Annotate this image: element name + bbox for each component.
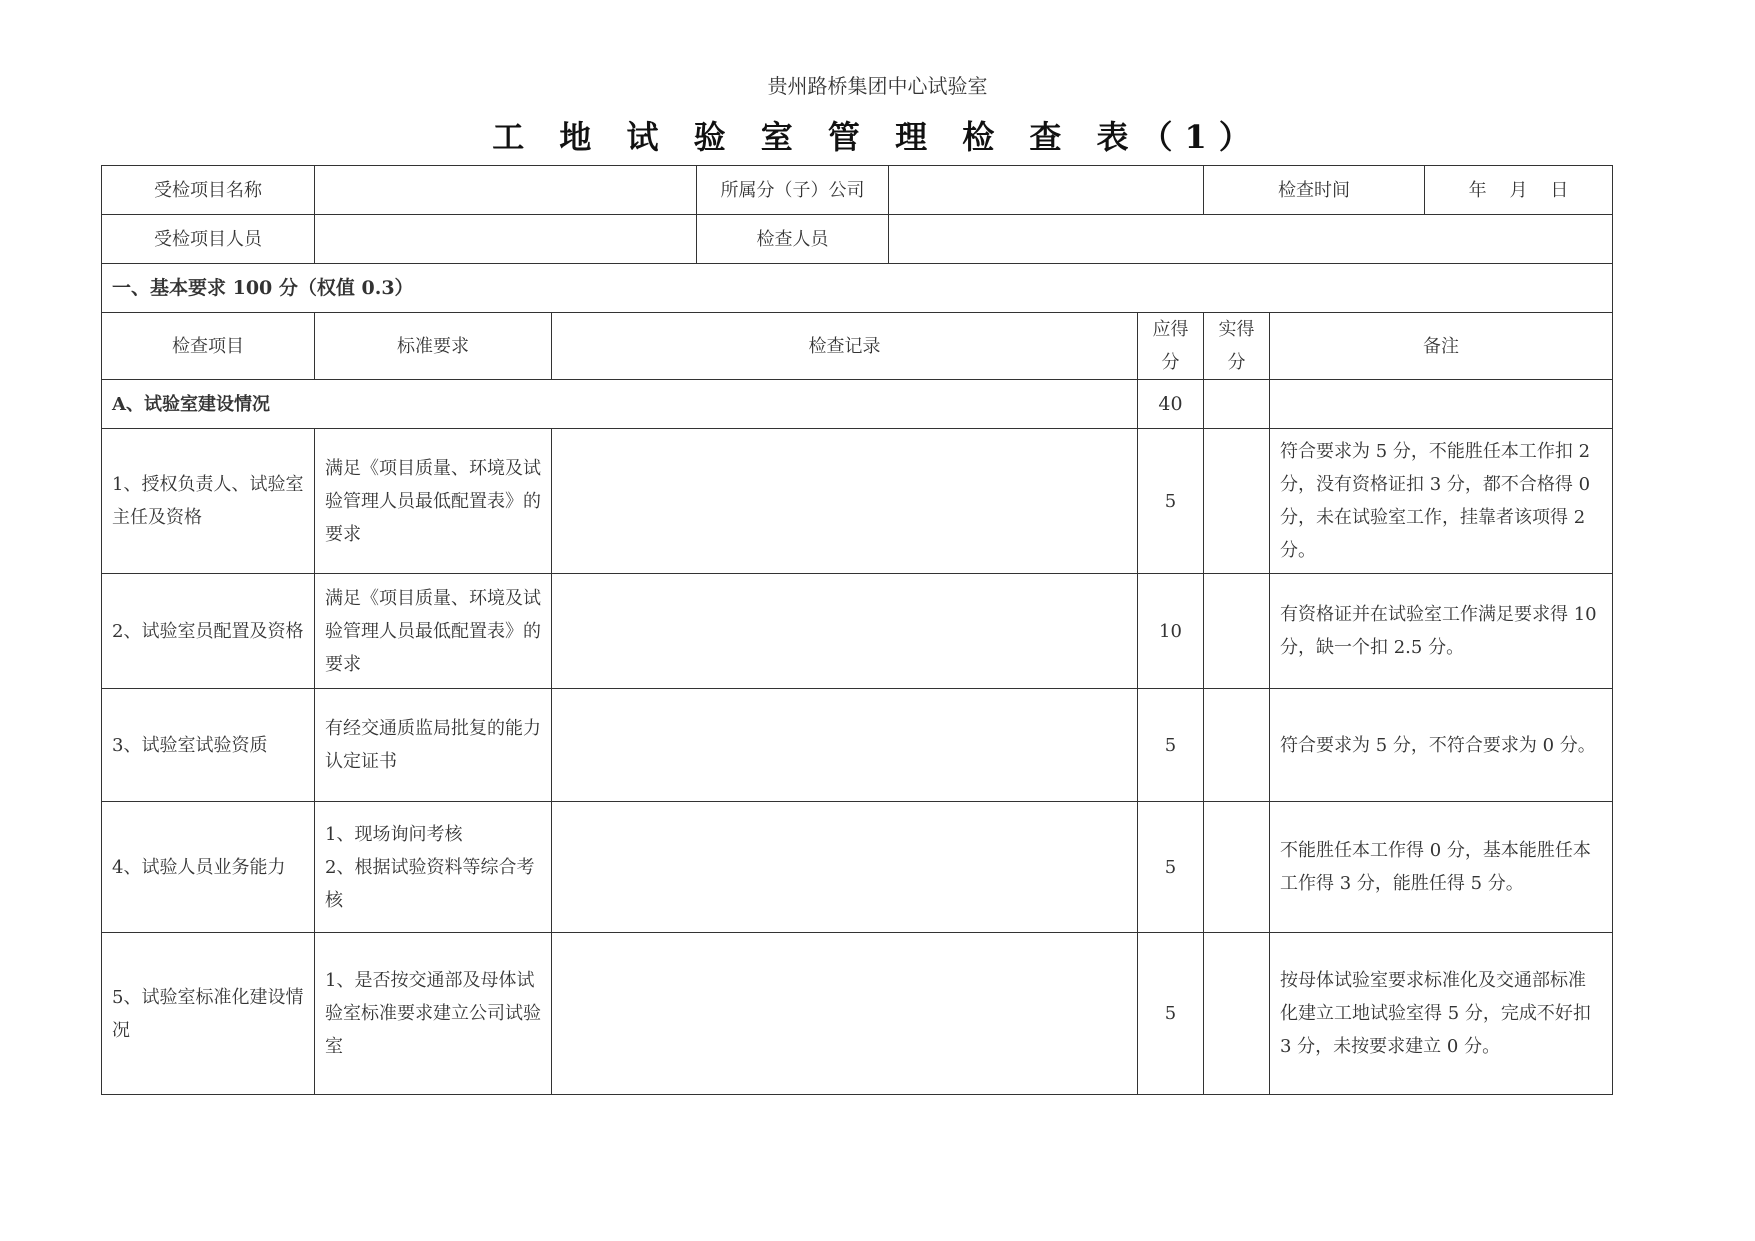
inspector-label: 检查人员	[697, 215, 889, 264]
row-record[interactable]	[552, 429, 1138, 574]
row-remarks: 符合要求为 5 分，不符合要求为 0 分。	[1270, 689, 1613, 802]
check-time-label: 检查时间	[1204, 166, 1425, 215]
row-standard: 满足《项目质量、环境及试验管理人员最低配置表》的要求	[315, 574, 552, 689]
project-name-label: 受检项目名称	[102, 166, 315, 215]
table-row	[102, 689, 1613, 802]
project-name-field[interactable]	[315, 166, 697, 215]
col-header-standard: 标准要求	[315, 313, 552, 380]
row-record[interactable]	[552, 689, 1138, 802]
group-title: A、试验室建设情况	[102, 380, 1138, 429]
table-row	[102, 429, 1613, 574]
company-field[interactable]	[889, 166, 1204, 215]
col-header-actual-score: 实得分	[1204, 313, 1270, 380]
row-remarks: 按母体试验室要求标准化及交通部标准化建立工地试验室得 5 分，完成不好扣 3 分，未按要求建立 0 分。	[1270, 933, 1613, 1095]
row-due-score: 5	[1138, 802, 1204, 933]
org-name: 贵州路桥集团中心试验室	[767, 74, 988, 98]
row-standard: 有经交通质监局批复的能力认定证书	[315, 689, 552, 802]
row-record[interactable]	[552, 933, 1138, 1095]
row-record[interactable]	[552, 802, 1138, 933]
row-item: 1、授权负责人、试验室主任及资格	[102, 429, 315, 574]
group-score: 40	[1138, 380, 1204, 429]
row-standard: 1、是否按交通部及母体试验室标准要求建立公司试验室	[315, 933, 552, 1095]
section-heading: 一、基本要求 100 分（权值 0.3）	[102, 264, 1613, 313]
table-row	[102, 574, 1613, 689]
inspection-table	[101, 165, 1613, 1095]
row-remarks: 有资格证并在试验室工作满足要求得 10 分，缺一个扣 2.5 分。	[1270, 574, 1613, 689]
check-time-field[interactable]: 年 月 日	[1425, 166, 1613, 215]
row-actual-score[interactable]	[1204, 574, 1270, 689]
row-item: 2、试验室员配置及资格	[102, 574, 315, 689]
form-title: 工 地 试 验 室 管 理 检 查 表（1）	[492, 118, 1263, 156]
row-due-score: 5	[1138, 933, 1204, 1095]
row-remarks: 符合要求为 5 分，不能胜任本工作扣 2 分，没有资格证扣 3 分，都不合格得 0 分，未在试验室工作，挂靠者该项得 2 分。	[1270, 429, 1613, 574]
table-row	[102, 933, 1613, 1095]
row-actual-score[interactable]	[1204, 933, 1270, 1095]
row-actual-score[interactable]	[1204, 429, 1270, 574]
col-header-record: 检查记录	[552, 313, 1138, 380]
row-due-score: 5	[1138, 429, 1204, 574]
col-header-remarks: 备注	[1270, 313, 1613, 380]
row-standard: 满足《项目质量、环境及试验管理人员最低配置表》的要求	[315, 429, 552, 574]
row-item: 3、试验室试验资质	[102, 689, 315, 802]
row-item: 5、试验室标准化建设情况	[102, 933, 315, 1095]
row-actual-score[interactable]	[1204, 802, 1270, 933]
col-header-item: 检查项目	[102, 313, 315, 380]
col-header-due-score: 应得分	[1138, 313, 1204, 380]
project-staff-field[interactable]	[315, 215, 697, 264]
row-due-score: 10	[1138, 574, 1204, 689]
row-actual-score[interactable]	[1204, 689, 1270, 802]
row-remarks: 不能胜任本工作得 0 分，基本能胜任本工作得 3 分，能胜任得 5 分。	[1270, 802, 1613, 933]
inspector-field[interactable]	[889, 215, 1613, 264]
row-record[interactable]	[552, 574, 1138, 689]
row-standard: 1、现场询问考核 2、根据试验资料等综合考核	[315, 802, 552, 933]
row-item: 4、试验人员业务能力	[102, 802, 315, 933]
group-remarks	[1270, 380, 1613, 429]
row-due-score: 5	[1138, 689, 1204, 802]
company-label: 所属分（子）公司	[697, 166, 889, 215]
project-staff-label: 受检项目人员	[102, 215, 315, 264]
group-actual-score[interactable]	[1204, 380, 1270, 429]
table-row	[102, 802, 1613, 933]
